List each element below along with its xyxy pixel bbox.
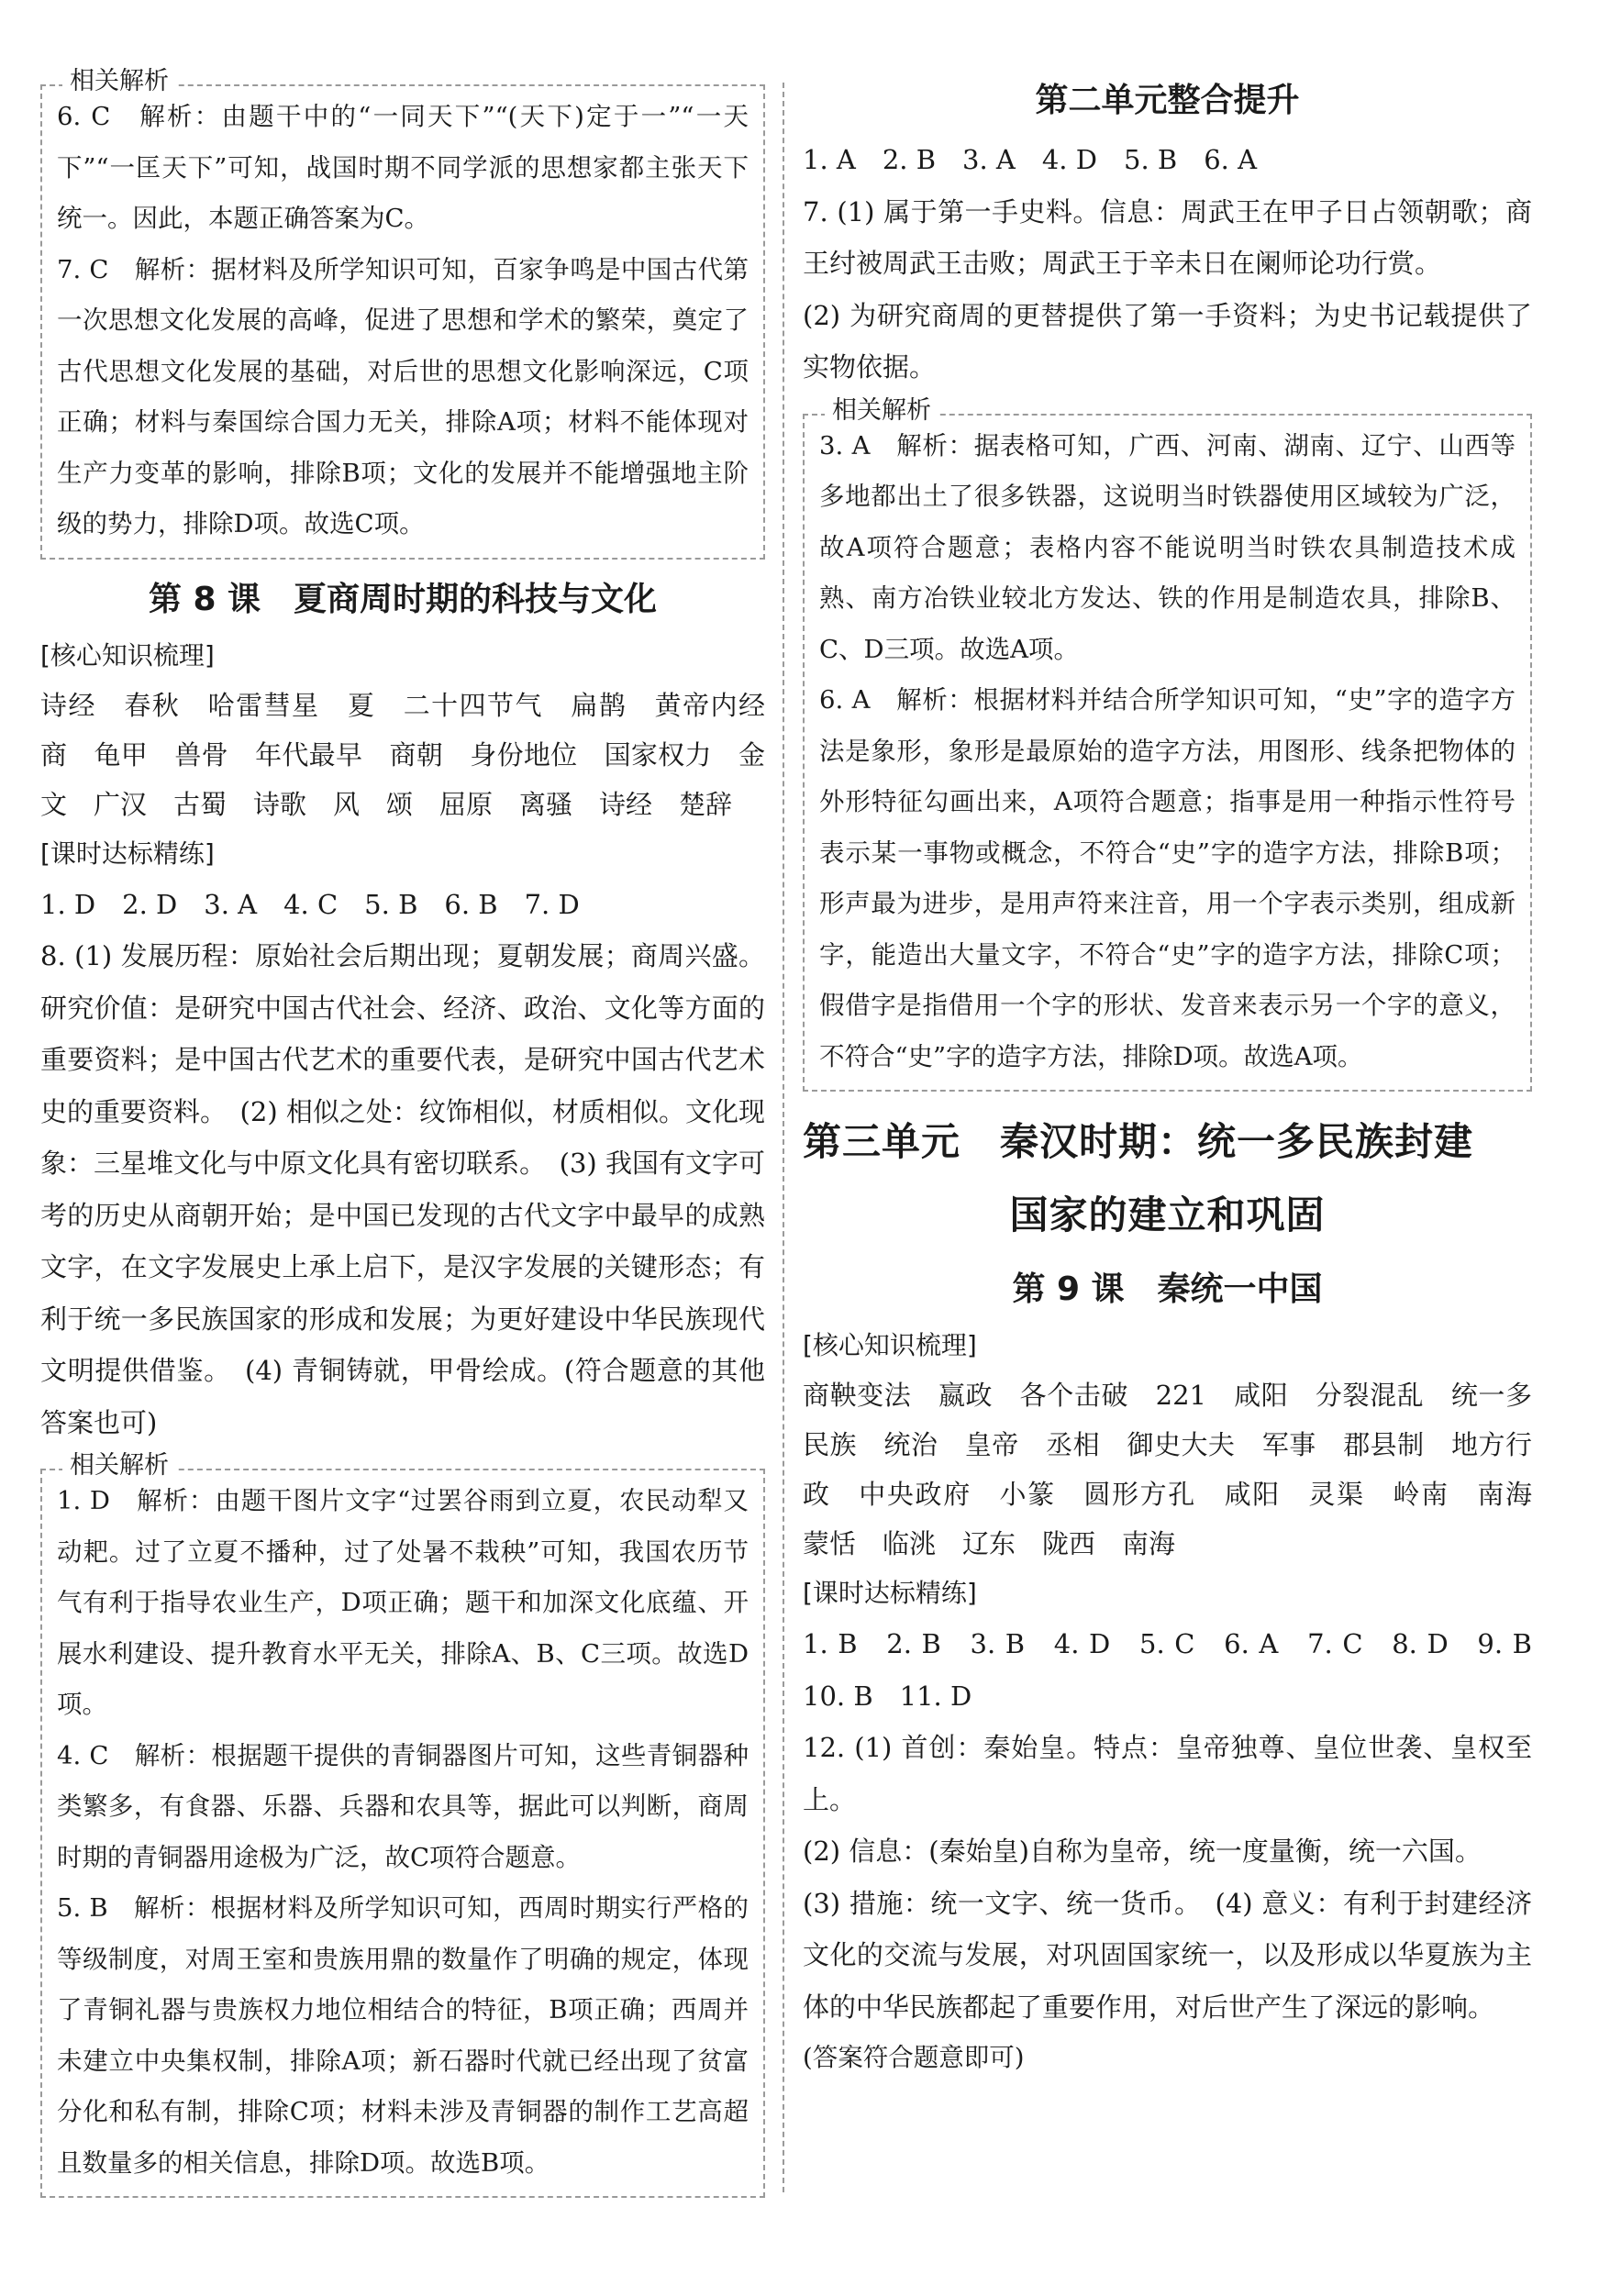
left-column — [40, 67, 793, 2198]
question-answer: 7. (1) 属于第一手史料。信息：周武王在甲子日占领朝歌；商王纣被周武王击败；周武王于辛未日在阑师论功行赏。 — [803, 195, 1532, 279]
analysis-item: 6. C 解析：由题干中的“一同天下”“(天下)定于一”“一天下”“一匡天下”可知，战国时期不同学派的思想家都主张天下统一。因此，本题正确答案为C。 — [57, 102, 749, 233]
answer-key: 1. A 2. B 3. A 4. D 5. B 6. A — [803, 144, 1258, 175]
analysis-item: 6. A 解析：根据材料并结合所学知识可知，“史”字的造字方法是象形，象形是最原始的造字方法，用图形、线条把物体的外形特征勾画出来，A项符合题意；指事是用一种指示性符号表示某一事物或概念，不符合“史”字的造字方法，排除B项；形声最为进步，是用声符来注音，用一个字表示类别，组成新字，能造出大量文字，不符合“史”字的造字方法，排除C项；假借字是指借用一个字的形状、发音来表示另一个字的意义，不符合“史”字的造字方法，排除D项。故选A项。 — [819, 685, 1516, 1071]
related-analysis-box — [803, 395, 1532, 1093]
analysis-item: 5. B 解析：根据材料及所学知识可知，西周时期实行严格的等级制度，对周王室和贵族用鼎的数量作了明确的规定，体现了青铜礼器与贵族权力地位相结合的特征，B项正确；西周并未建立中央集权制，排除A项；新石器时代就已经出现了贫富分化和私有制，排除C项；材料未涉及青铜器的制作工艺高超且数量多的相关信息，排除D项。故选B项。 — [57, 1893, 749, 2178]
question-answer: (2) 为研究商周的更替提供了第一手资料；为史书记载提供了实物依据。 — [803, 299, 1532, 383]
related-analysis-title: 相关解析 — [62, 1450, 176, 1481]
unit-title-line2: 国家的建立和巩固 — [1009, 1192, 1326, 1237]
answer-note: (答案符合题意即可) — [803, 2043, 1025, 2072]
question-answer: 8. (1) 发展历程：原始社会后期出现；夏朝发展；商周兴盛。研究价值：是研究中国古代社会、经济、政治、文化等方面的重要资料；是中国古代艺术的重要代表，是研究中国古代艺术史的重要资料。 (2) 相似之处：纹饰相似，材质相似。文化现象：三星堆文化与中原文化具有密切联系。 (3) 我国有文字可考的历史从商朝开始；是中国已发现的古代文字中最早的成熟文字，在文字发展史上承上启下，是汉字发展的关键形态；有利于统一多民族国家的形成和发展；为更好建设中华民族现代文明提供借鉴。 (4) 青铜铸就，甲骨绘成。(符合题意的其他答案也可) — [40, 940, 765, 1438]
analysis-item: 3. A 解析：据表格可知，广西、河南、湖南、辽宁、山西等多地都出土了很多铁器，这说明当时铁器使用区域较为广泛，故A项符合题意；表格内容不能说明当时铁农具制造技术成熟、南方冶铁业较北方发达、铁的作用是制造农具，排除B、C、D三项。故选A项。 — [819, 430, 1516, 664]
knowledge-terms: 诗经 春秋 哈雷彗星 夏 二十四节气 扁鹊 黄帝内经 商 龟甲 兽骨 年代最早 商朝 身份地位 国家权力 金文 广汉 古蜀 诗歌 风 颂 屈原 离骚 诗经 楚辞 — [40, 689, 793, 820]
question-answer: (2) 信息：(秦始皇)自称为皇帝，统一度量衡，统一六国。 — [803, 1836, 1482, 1867]
question-answer: (3) 措施：统一文字、统一货币。 (4) 意义：有利于封建经济文化的交流与发展，对巩固国家统一，以及形成以华夏族为主体的中华民族都起了重要作用，对后世产生了深远的影响。 — [803, 1887, 1532, 2023]
answer-key: 1. B 2. B 3. B 4. D 5. C 6. A 7. C 8. D 9. B 10. B 11. D — [803, 1628, 1560, 1712]
knowledge-section-label: [核心知识梳理] — [803, 1330, 977, 1360]
unit-title-line1: 第三单元 秦汉时期：统一多民族封建 — [803, 1119, 1474, 1164]
lesson-title: 第 8 课 夏商周时期的科技与文化 — [148, 580, 658, 618]
analysis-item: 4. C 解析：根据题干提供的青铜器图片可知，这些青铜器种类繁多，有食器、乐器、兵器和农具等，据此可以判断，商周时期的青铜器用途极为广泛，故C项符合题意。 — [57, 1740, 749, 1872]
column-divider — [783, 83, 784, 2192]
knowledge-terms: 商鞅变法 嬴政 各个击破 221 咸阳 分裂混乱 统一多民族 统治 皇帝 丞相 御史大夫 军事 郡县制 地方行政 中央政府 小篆 圆形方孔 咸阳 灵渠 岭南 南海 蒙恬 临洮 辽东 陇西 南海 — [803, 1380, 1560, 1559]
related-analysis-title: 相关解析 — [825, 395, 938, 427]
question-answer: 12. (1) 首创：秦始皇。特点：皇帝独尊、皇位世袭、皇权至上。 — [803, 1732, 1532, 1815]
right-column — [803, 73, 1560, 2084]
related-analysis-box — [40, 67, 765, 560]
lesson-title: 第 9 课 秦统一中国 — [1012, 1270, 1323, 1308]
practice-section-label: [课时达标精练] — [40, 837, 215, 869]
knowledge-section-label: [核心知识梳理] — [40, 639, 215, 671]
practice-section-label: [课时达标精练] — [803, 1578, 977, 1608]
analysis-item: 1. D 解析：由题干图片文字“过罢谷雨到立夏，农民动犁又动耙。过了立夏不播种，过了处暑不栽秧”可知，我国农历节气有利于指导农业生产，D项正确；题干和加深文化底蕴、开展水利建设、提升教育水平无关，排除A、B、C三项。故选D项。 — [57, 1486, 749, 1719]
related-analysis-box — [40, 1451, 765, 2198]
related-analysis-title: 相关解析 — [62, 66, 176, 97]
answer-key: 1. D 2. D 3. A 4. C 5. B 6. B 7. D — [40, 888, 580, 920]
unit-review-title: 第二单元整合提升 — [1035, 82, 1300, 119]
analysis-item: 7. C 解析：据材料及所学知识可知，百家争鸣是中国古代第一次思想文化发展的高峰，促进了思想和学术的繁荣，奠定了古代思想文化发展的基础，对后世的思想文化影响深远，C项正确；材料与秦国综合国力无关，排除A项；材料不能体现对生产力变革的影响，排除B项；文化的发展并不能增强地主阶级的势力，排除D项。故选C项。 — [57, 254, 749, 538]
